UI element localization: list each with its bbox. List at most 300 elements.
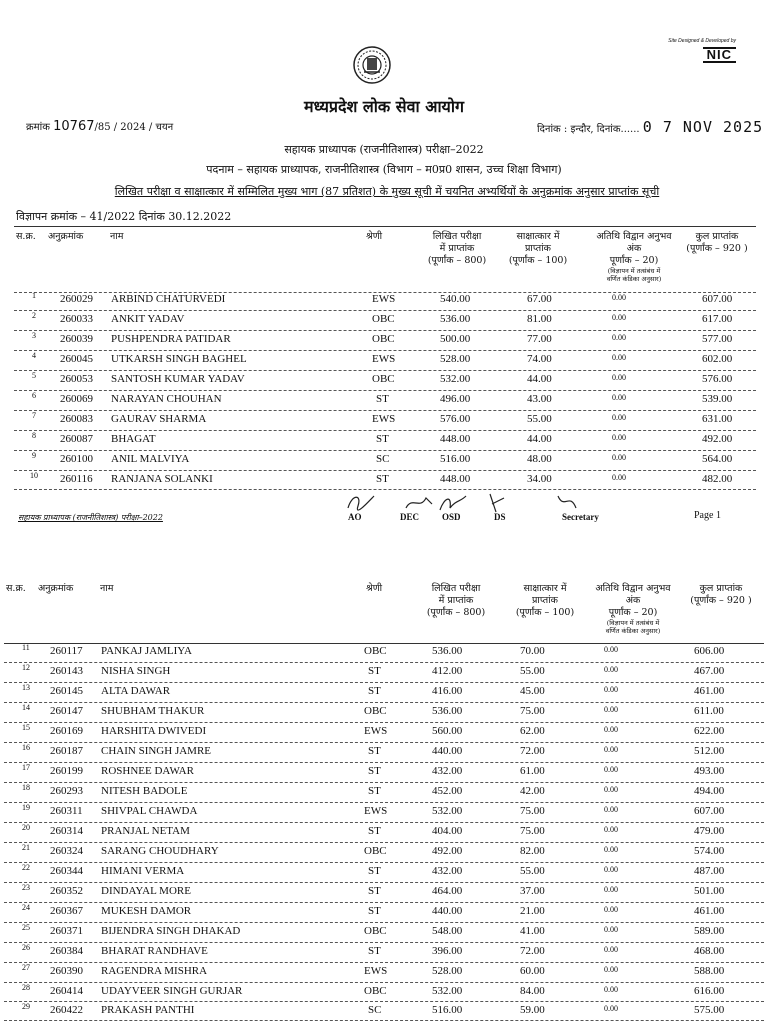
row-sn: 20 <box>22 823 30 832</box>
col-category: श्रेणी <box>366 583 383 594</box>
row-interview: 48.00 <box>527 453 552 465</box>
row-sn: 17 <box>22 763 30 772</box>
row-name: SARANG CHOUDHARY <box>101 845 219 857</box>
row-name: RANJANA SOLANKI <box>111 473 213 485</box>
row-written: 540.00 <box>440 293 471 305</box>
date-stamp: 0 7 NOV 2025 <box>642 118 764 136</box>
row-written: 432.00 <box>432 865 463 877</box>
row-total: 576.00 <box>702 373 733 385</box>
nic-logo-text: NIC <box>703 47 736 63</box>
row-sn: 15 <box>22 723 30 732</box>
row-total: 616.00 <box>694 985 725 997</box>
col-interview-l3: (पूर्णांक – 100) <box>508 255 568 266</box>
row-interview: 82.00 <box>520 845 545 857</box>
col-interview-l1: साक्षात्कार में <box>523 583 567 594</box>
row-name: NISHA SINGH <box>101 665 171 677</box>
row-rule <box>4 722 764 723</box>
row-bonus: 0.00 <box>604 1004 618 1013</box>
col-written-l1: लिखित परीक्षा <box>432 231 482 242</box>
row-total: 631.00 <box>702 413 733 425</box>
row-total: 575.00 <box>694 1004 725 1016</box>
row-name: MUKESH DAMOR <box>101 905 192 917</box>
row-category: OBC <box>364 645 387 657</box>
col-name: नाम <box>110 231 124 242</box>
row-written: 536.00 <box>432 645 463 657</box>
row-interview: 55.00 <box>527 413 552 425</box>
row-interview: 70.00 <box>520 645 545 657</box>
row-total: 494.00 <box>694 785 725 797</box>
row-written: 516.00 <box>440 453 471 465</box>
row-bonus: 0.00 <box>604 685 618 694</box>
row-roll: 260039 <box>60 333 93 345</box>
row-written: 532.00 <box>432 985 463 997</box>
col-total-l2: (पूर्णांक – 920 ) <box>686 243 748 254</box>
col-interview <box>492 231 584 267</box>
row-bonus: 0.00 <box>604 905 618 914</box>
row-category: SC <box>376 453 390 465</box>
exam-title: सहायक प्राध्यापक (राजनीतिशास्त्र) परीक्षा–2022 <box>284 143 484 156</box>
row-interview: 75.00 <box>520 805 545 817</box>
row-category: OBC <box>364 845 387 857</box>
signature-secretary: Secretary <box>562 512 599 522</box>
row-sn: 10 <box>30 471 38 480</box>
row-rule <box>4 1020 764 1021</box>
row-total: 512.00 <box>694 745 725 757</box>
row-roll: 260045 <box>60 353 93 365</box>
row-rule <box>4 702 764 703</box>
row-rule <box>14 430 756 431</box>
row-sn: 22 <box>22 863 30 872</box>
row-total: 468.00 <box>694 945 725 957</box>
row-rule <box>14 330 756 331</box>
row-rule <box>4 1001 764 1002</box>
row-total: 617.00 <box>702 313 733 325</box>
row-roll: 260384 <box>50 945 83 957</box>
col-total <box>676 231 758 255</box>
col-guest <box>574 583 692 635</box>
row-roll: 260116 <box>60 473 93 485</box>
row-name: ANKIT YADAV <box>111 313 185 325</box>
row-category: ST <box>368 865 381 877</box>
col-total-l2: (पूर्णांक – 920 ) <box>690 595 752 606</box>
row-total: 577.00 <box>702 333 733 345</box>
col-written-l1: लिखित परीक्षा <box>431 583 481 594</box>
col-guest-l3: पूर्णांक – 20) <box>609 255 659 266</box>
row-category: EWS <box>364 725 388 737</box>
state-emblem-icon <box>352 45 392 85</box>
row-category: ST <box>376 393 389 405</box>
row-sn: 25 <box>22 923 30 932</box>
row-bonus: 0.00 <box>612 313 626 322</box>
row-total: 461.00 <box>694 905 725 917</box>
row-sn: 18 <box>22 783 30 792</box>
row-sn: 9 <box>32 451 36 460</box>
row-bonus: 0.00 <box>604 925 618 934</box>
row-total: 607.00 <box>694 805 725 817</box>
row-bonus: 0.00 <box>612 473 626 482</box>
row-roll: 260029 <box>60 293 93 305</box>
row-interview: 72.00 <box>520 745 545 757</box>
row-roll: 260145 <box>50 685 83 697</box>
col-interview-l3: (पूर्णांक – 100) <box>515 607 575 618</box>
row-total: 501.00 <box>694 885 725 897</box>
row-interview: 21.00 <box>520 905 545 917</box>
row-name: PRANJAL NETAM <box>101 825 190 837</box>
row-sn: 8 <box>32 431 36 440</box>
row-total: 574.00 <box>694 845 725 857</box>
nic-tagline: Site Designed & Developed by <box>668 38 736 44</box>
row-name: NITESH BADOLE <box>101 785 188 797</box>
row-bonus: 0.00 <box>604 765 618 774</box>
row-name: HIMANI VERMA <box>101 865 185 877</box>
advertisement-line: विज्ञापन क्रमांक – 41/2022 दिनांक 30.12.2022 <box>16 210 232 223</box>
row-bonus: 0.00 <box>604 725 618 734</box>
row-total: 487.00 <box>694 865 725 877</box>
row-written: 528.00 <box>440 353 471 365</box>
row-rule <box>14 410 756 411</box>
row-roll: 260033 <box>60 313 93 325</box>
col-written <box>408 583 504 619</box>
row-total: 467.00 <box>694 665 725 677</box>
row-sn: 29 <box>22 1002 30 1011</box>
row-interview: 61.00 <box>520 765 545 777</box>
row-category: EWS <box>372 353 396 365</box>
row-interview: 44.00 <box>527 433 552 445</box>
row-written: 432.00 <box>432 765 463 777</box>
table-row <box>0 985 768 1005</box>
row-category: ST <box>376 473 389 485</box>
row-total: 482.00 <box>702 473 733 485</box>
row-total: 607.00 <box>702 293 733 305</box>
row-name: PRAKASH PANTHI <box>101 1004 195 1016</box>
row-bonus: 0.00 <box>604 885 618 894</box>
row-category: OBC <box>372 313 395 325</box>
col-interview-l2: प्राप्तांक <box>532 595 558 606</box>
row-rule <box>14 390 756 391</box>
row-bonus: 0.00 <box>612 433 626 442</box>
row-rule <box>14 450 756 451</box>
footer-exam-name: सहायक प्राध्यापक (राजनीतिशास्त्र) परीक्षा–2022 <box>18 513 163 522</box>
row-category: ST <box>368 685 381 697</box>
row-bonus: 0.00 <box>604 985 618 994</box>
row-bonus: 0.00 <box>612 293 626 302</box>
col-guest-note1: (विज्ञापन में तत्संबंध में <box>606 619 660 627</box>
row-category: ST <box>376 433 389 445</box>
row-bonus: 0.00 <box>612 393 626 402</box>
row-rule <box>4 842 764 843</box>
row-name: BHAGAT <box>111 433 156 445</box>
col-guest-note2: वर्णित कंडिका अनुसार) <box>606 275 662 283</box>
row-total: 493.00 <box>694 765 725 777</box>
row-sn: 1 <box>32 291 36 300</box>
row-total: 606.00 <box>694 645 725 657</box>
row-interview: 42.00 <box>520 785 545 797</box>
row-rule <box>4 902 764 903</box>
row-roll: 260371 <box>50 925 83 937</box>
row-written: 452.00 <box>432 785 463 797</box>
row-written: 496.00 <box>440 393 471 405</box>
row-name: PANKAJ JAMLIYA <box>101 645 192 657</box>
signature-ao: AO <box>348 512 362 522</box>
ref-prefix: क्रमांक <box>26 122 50 133</box>
row-roll: 260352 <box>50 885 83 897</box>
nic-logo <box>668 38 736 63</box>
row-category: SC <box>368 1004 382 1016</box>
col-roll: अनुक्रमांक <box>48 231 84 242</box>
row-name: ROSHNEE DAWAR <box>101 765 194 777</box>
reference-number <box>26 119 173 134</box>
col-category: श्रेणी <box>366 231 383 242</box>
row-written: 440.00 <box>432 745 463 757</box>
row-name: UTKARSH SINGH BAGHEL <box>111 353 247 365</box>
col-sn: स.क्र. <box>6 583 26 594</box>
row-roll: 260311 <box>50 805 83 817</box>
row-category: EWS <box>364 965 388 977</box>
row-interview: 72.00 <box>520 945 545 957</box>
page-number: Page 1 <box>694 510 721 521</box>
row-sn: 23 <box>22 883 30 892</box>
row-sn: 19 <box>22 803 30 812</box>
row-interview: 84.00 <box>520 985 545 997</box>
col-sn: स.क्र. <box>16 231 36 242</box>
row-bonus: 0.00 <box>604 705 618 714</box>
row-roll: 260053 <box>60 373 93 385</box>
row-bonus: 0.00 <box>604 665 618 674</box>
row-name: CHAIN SINGH JAMRE <box>101 745 212 757</box>
row-written: 516.00 <box>432 1004 463 1016</box>
row-total: 539.00 <box>702 393 733 405</box>
row-roll: 260069 <box>60 393 93 405</box>
col-written-l2: में प्राप्तांक <box>439 243 475 254</box>
row-sn: 12 <box>22 663 30 672</box>
row-rule <box>4 862 764 863</box>
row-rule <box>4 962 764 963</box>
row-written: 548.00 <box>432 925 463 937</box>
col-guest <box>578 231 690 283</box>
row-interview: 34.00 <box>527 473 552 485</box>
commission-name: मध्यप्रदेश लोक सेवा आयोग <box>304 97 464 116</box>
row-interview: 62.00 <box>520 725 545 737</box>
row-name: RAGENDRA MISHRA <box>101 965 208 977</box>
row-name: HARSHITA DWIVEDI <box>101 725 207 737</box>
row-written: 536.00 <box>440 313 471 325</box>
row-roll: 260422 <box>50 1004 83 1016</box>
row-name: GAURAV SHARMA <box>111 413 207 425</box>
row-written: 448.00 <box>440 473 471 485</box>
row-rule <box>4 982 764 983</box>
signature-ds: DS <box>494 512 506 522</box>
row-roll: 260314 <box>50 825 83 837</box>
row-sn: 11 <box>22 643 30 652</box>
row-written: 492.00 <box>432 845 463 857</box>
col-guest-note2: वर्णित कंडिका अनुसार) <box>605 627 661 635</box>
row-interview: 75.00 <box>520 825 545 837</box>
col-total-l1: कुल प्राप्तांक <box>695 231 739 242</box>
row-interview: 45.00 <box>520 685 545 697</box>
row-rule <box>14 370 756 371</box>
row-written: 532.00 <box>432 805 463 817</box>
row-category: OBC <box>364 985 387 997</box>
ref-suffix: /85 / 2024 / चयन <box>94 122 174 133</box>
row-name: NARAYAN CHOUHAN <box>111 393 222 405</box>
col-written-l3: (पूर्णांक – 800) <box>427 255 487 266</box>
row-roll: 260293 <box>50 785 83 797</box>
row-roll: 260390 <box>50 965 83 977</box>
col-interview-l1: साक्षात्कार में <box>516 231 560 242</box>
row-sn: 4 <box>32 351 36 360</box>
row-sn: 13 <box>22 683 30 692</box>
row-category: ST <box>368 745 381 757</box>
row-roll: 260414 <box>50 985 83 997</box>
row-bonus: 0.00 <box>612 453 626 462</box>
row-interview: 37.00 <box>520 885 545 897</box>
row-bonus: 0.00 <box>604 845 618 854</box>
signature-dec: DEC <box>400 512 420 522</box>
row-name: SHIVPAL CHAWDA <box>101 805 198 817</box>
col-guest-note1: (विज्ञापन में तत्संबंध में <box>607 267 661 275</box>
row-category: ST <box>368 905 381 917</box>
row-interview: 75.00 <box>520 705 545 717</box>
row-rule <box>4 662 764 663</box>
row-written: 440.00 <box>432 905 463 917</box>
col-written-l2: में प्राप्तांक <box>438 595 474 606</box>
row-roll: 260143 <box>50 665 83 677</box>
page2-header-rule <box>4 643 764 644</box>
row-rule <box>14 350 756 351</box>
col-total-l1: कुल प्राप्तांक <box>699 583 743 594</box>
col-total <box>676 583 766 607</box>
row-sn: 24 <box>22 903 30 912</box>
row-roll: 260187 <box>50 745 83 757</box>
row-written: 560.00 <box>432 725 463 737</box>
row-category: ST <box>368 825 381 837</box>
list-title: लिखित परीक्षा व साक्षात्कार में सम्मिलित मुख्य भाग (87 प्रतिशत) के मुख्य सूची में चयनित अभ्यर्थियों के अनुक्रमांक अनुसार प्राप्तांक सूची <box>114 185 660 198</box>
row-written: 532.00 <box>440 373 471 385</box>
row-rule <box>4 682 764 683</box>
col-interview-l2: प्राप्तांक <box>525 243 551 254</box>
row-written: 528.00 <box>432 965 463 977</box>
row-name: DINDAYAL MORE <box>101 885 191 897</box>
row-interview: 60.00 <box>520 965 545 977</box>
row-interview: 59.00 <box>520 1004 545 1016</box>
col-written <box>412 231 502 267</box>
signature-osd: OSD <box>442 512 461 522</box>
post-line: पदनाम – सहायक प्राध्यापक, राजनीतिशास्त्र (विभाग – म0प्र0 शासन, उच्च शिक्षा विभाग) <box>206 163 562 176</box>
row-rule <box>4 762 764 763</box>
row-roll: 260083 <box>60 413 93 425</box>
row-category: ST <box>368 945 381 957</box>
row-sn: 16 <box>22 743 30 752</box>
row-sn: 26 <box>22 943 30 952</box>
col-name: नाम <box>100 583 114 594</box>
signature-scribbles <box>340 490 590 514</box>
row-written: 536.00 <box>432 705 463 717</box>
row-bonus: 0.00 <box>604 805 618 814</box>
row-roll: 260367 <box>50 905 83 917</box>
row-roll: 260117 <box>50 645 83 657</box>
row-sn: 7 <box>32 411 36 420</box>
row-rule <box>4 802 764 803</box>
row-category: ST <box>368 785 381 797</box>
row-roll: 260087 <box>60 433 93 445</box>
row-bonus: 0.00 <box>612 333 626 342</box>
row-total: 602.00 <box>702 353 733 365</box>
row-written: 416.00 <box>432 685 463 697</box>
row-name: SHUBHAM THAKUR <box>101 705 205 717</box>
row-total: 479.00 <box>694 825 725 837</box>
row-sn: 28 <box>22 983 30 992</box>
row-bonus: 0.00 <box>604 965 618 974</box>
row-interview: 74.00 <box>527 353 552 365</box>
row-interview: 67.00 <box>527 293 552 305</box>
row-rule <box>14 310 756 311</box>
row-name: BIJENDRA SINGH DHAKAD <box>101 925 241 937</box>
row-category: EWS <box>372 413 396 425</box>
row-sn: 3 <box>32 331 36 340</box>
row-sn: 2 <box>32 311 36 320</box>
row-written: 412.00 <box>432 665 463 677</box>
row-written: 576.00 <box>440 413 471 425</box>
row-name: ARBIND CHATURVEDI <box>111 293 226 305</box>
row-roll: 260344 <box>50 865 83 877</box>
row-total: 589.00 <box>694 925 725 937</box>
row-name: SANTOSH KUMAR YADAV <box>111 373 245 385</box>
row-interview: 81.00 <box>527 313 552 325</box>
col-written-l3: (पूर्णांक – 800) <box>426 607 486 618</box>
row-category: OBC <box>364 925 387 937</box>
row-category: OBC <box>372 333 395 345</box>
row-sn: 6 <box>32 391 36 400</box>
row-interview: 77.00 <box>527 333 552 345</box>
row-written: 404.00 <box>432 825 463 837</box>
row-total: 588.00 <box>694 965 725 977</box>
row-total: 622.00 <box>694 725 725 737</box>
row-bonus: 0.00 <box>612 413 626 422</box>
row-rule <box>4 742 764 743</box>
row-rule <box>4 942 764 943</box>
row-total: 492.00 <box>702 433 733 445</box>
col-guest-l2: अंक <box>625 595 641 606</box>
row-written: 464.00 <box>432 885 463 897</box>
row-bonus: 0.00 <box>604 645 618 654</box>
row-interview: 41.00 <box>520 925 545 937</box>
row-total: 461.00 <box>694 685 725 697</box>
row-written: 500.00 <box>440 333 471 345</box>
row-category: EWS <box>364 805 388 817</box>
row-bonus: 0.00 <box>612 373 626 382</box>
row-name: PUSHPENDRA PATIDAR <box>111 333 231 345</box>
table-row <box>0 1004 768 1024</box>
row-name: UDAYVEER SINGH GURJAR <box>101 985 243 997</box>
row-interview: 55.00 <box>520 865 545 877</box>
row-sn: 5 <box>32 371 36 380</box>
row-bonus: 0.00 <box>604 825 618 834</box>
dateline: दिनांक : इन्दौर, दिनांक...... 0 7 NOV 2025 <box>537 118 764 136</box>
row-sn: 21 <box>22 843 30 852</box>
row-interview: 55.00 <box>520 665 545 677</box>
row-name: ALTA DAWAR <box>101 685 171 697</box>
ref-handwritten: 10767 <box>53 119 95 134</box>
row-written: 396.00 <box>432 945 463 957</box>
row-bonus: 0.00 <box>604 865 618 874</box>
row-category: OBC <box>364 705 387 717</box>
row-name: BHARAT RANDHAVE <box>101 945 208 957</box>
row-bonus: 0.00 <box>604 745 618 754</box>
row-rule <box>4 782 764 783</box>
row-category: ST <box>368 765 381 777</box>
row-name: ANIL MALVIYA <box>111 453 190 465</box>
col-guest-l1: अतिथि विद्वान अनुभव <box>595 583 671 594</box>
